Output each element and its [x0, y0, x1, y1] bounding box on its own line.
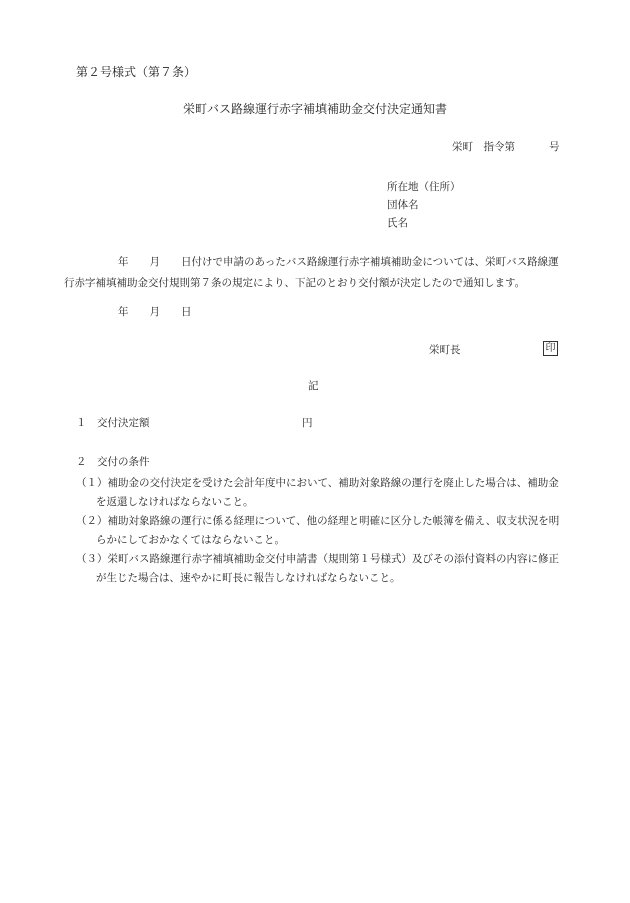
form-number: 第２号様式（第７条）	[76, 65, 197, 79]
condition-3-line-2: が生じた場合は、速やかに町長に報告しなければならないこと。	[96, 572, 401, 584]
address-label: 所在地（住所）	[387, 181, 461, 193]
condition-2-line-2: らかにしておかなくてはならないこと。	[96, 534, 285, 546]
condition-1-line-2: を返還しなければならないこと。	[96, 496, 254, 508]
grant-amount-row	[76, 418, 313, 429]
reference-number	[452, 142, 560, 153]
organization-label: 団体名	[387, 199, 419, 211]
issuer-title: 栄町長	[429, 344, 461, 356]
condition-2-line-1: （２）補助対象路線の運行に係る経理について、他の経理と明確に区分した帳簿を備え、収支状況を明	[76, 515, 560, 527]
body-line-1: 年 月 日付けで申請のあったバス路線運行赤字補填補助金については、栄町バス路線運	[118, 256, 559, 268]
grant-amount-label: １ 交付決定額	[76, 417, 150, 429]
reference-suffix: 号	[549, 141, 560, 153]
name-label: 氏名	[387, 217, 408, 229]
reference-prefix: 栄町 指令第	[452, 141, 515, 153]
body-paragraph	[64, 252, 572, 294]
issue-date: 年 月 日	[118, 306, 192, 318]
body-line-2: 行赤字補填補助金交付規則第７条の規定により、下記のとおり交付額が決定したので通知します。	[64, 277, 526, 289]
condition-item	[76, 512, 576, 550]
seal-mark: 印	[543, 341, 558, 356]
condition-item	[76, 550, 576, 588]
ki-heading: 記	[308, 380, 319, 392]
recipient-block	[387, 178, 461, 232]
yen-unit: 円	[302, 417, 313, 429]
conditions-heading: ２ 交付の条件	[76, 456, 150, 468]
document-title: 栄町バス路線運行赤字補填補助金交付決定通知書	[182, 102, 447, 116]
conditions-list	[76, 474, 576, 588]
condition-3-line-1: （３）栄町バス路線運行赤字補填補助金交付申請書（規則第１号様式）及びその添付資料の内容に修正	[76, 553, 559, 565]
condition-item	[76, 474, 576, 512]
condition-1-line-1: （１）補助金の交付決定を受けた会計年度中において、補助対象路線の運行を廃止した場合は、補助金	[76, 477, 559, 489]
